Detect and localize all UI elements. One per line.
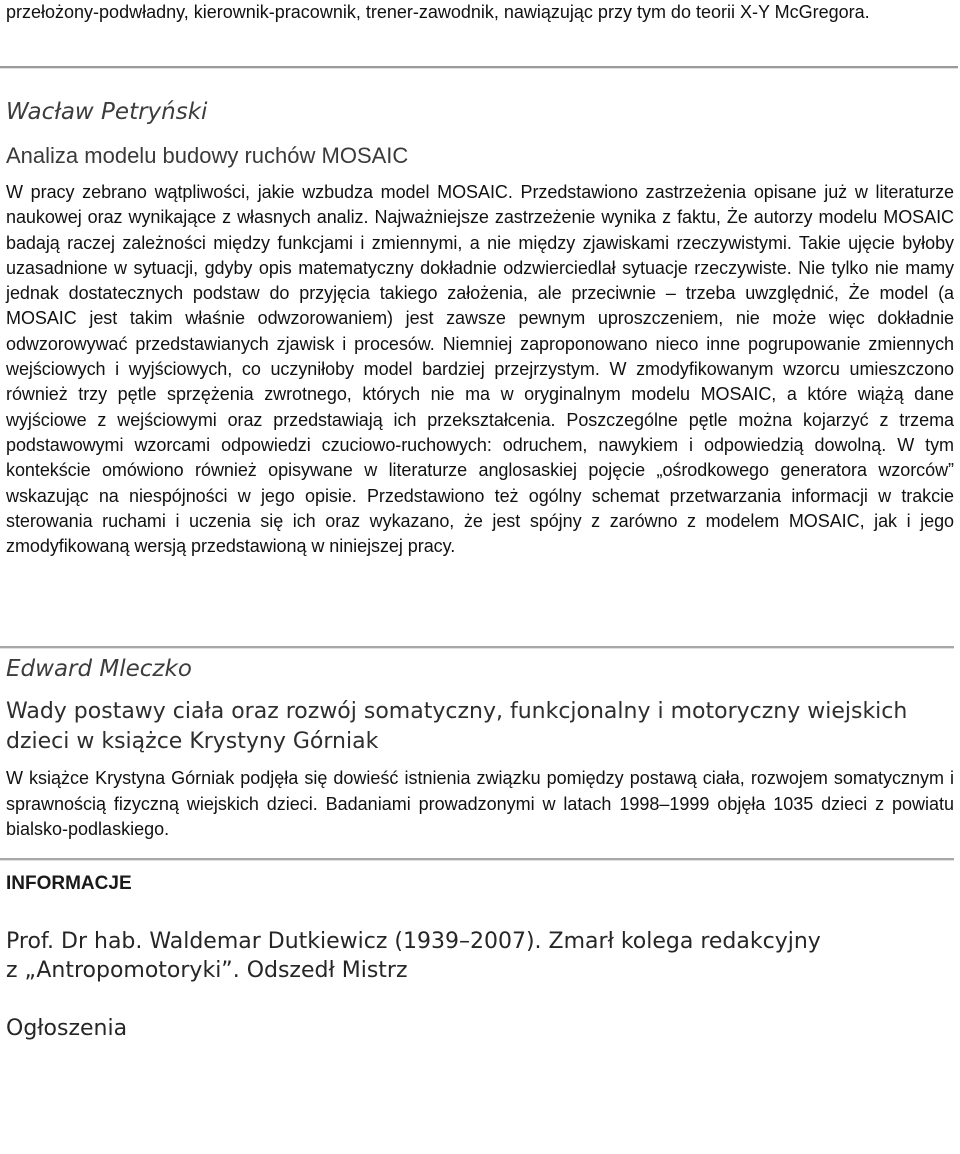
section-divider: [0, 646, 954, 649]
article-author: Wacław Petryński: [6, 99, 208, 125]
article-author: Edward Mleczko: [6, 656, 192, 682]
article-abstract: W książce Krystyna Górniak podjęła się dowieść istnienia związku pomiędzy postawą ciała, rozwojem somatycznym i sprawnością fizyczną wiejskich dzieci. Badaniami prowadzonymi w latach 1998–1999 objęła 1035 dzieci z powiatu bialsko-podlaskiego.: [6, 768, 954, 839]
article-title: Wady postawy ciała oraz rozwój somatyczny, funkcjonalny i motoryczny wiejskich dzieci w książce Krystyny Górniak: [6, 699, 908, 754]
info-item-link[interactable]: Ogłoszenia: [6, 1016, 128, 1041]
intro-paragraph: przełożony-podwładny, kierownik-pracownik, trener-zawodnik, nawiązując przy tym do teorii X-Y McGregora.: [6, 2, 870, 22]
info-item-link[interactable]: Prof. Dr hab. Waldemar Dutkiewicz (1939–2007). Zmarł kolega redakcyjny z „Antropomotoryki”. Odszedł Mistrz: [6, 929, 821, 983]
section-divider: [0, 858, 954, 861]
article-title: Analiza modelu budowy ruchów MOSAIC: [6, 143, 409, 168]
article-abstract: W pracy zebrano wątpliwości, jakie wzbudza model MOSAIC. Przedstawiono zastrzeżenia opisane już w literaturze naukowej oraz wynikające z własnych analiz. Najważniejsze zastrzeżenie wynika z faktu, Że autorzy modelu MOSAIC badają raczej zależności między funkcjami i zmiennymi, a nie między zjawiskami rzeczywistymi. Takie ujęcie byłoby uzasadnione w sytuacji, gdyby opis matematyczny dokładnie odzwierciedlał sytuacje rzeczywiste. Nie tylko nie mamy jednak dostatecznych podstaw do przyjęcia takiego założenia, ale przeciwnie – trzeba uwzględnić, Że model (a MOSAIC jest takim właśnie odwzorowaniem) jest zawsze pewnym uproszczeniem, nie może więc dokładnie odwzorowywać przedstawianych zjawisk i procesów. Niemniej zaproponowano nieco inne pogrupowanie zmiennych wejściowych i wyjściowych, co uczyniłoby model bardziej przejrzystym. W zmodyfikowanym wzorcu umieszczono również trzy pętle sprzężenia zwrotnego, których nie ma w oryginalnym modelu MOSAIC, a które wiążą dane wyjściowe z wejściowymi oraz przedstawiają ich przekształcenia. Poszczególne pętle można kojarzyć z trzema podstawowymi wzorcami odpowiedzi czuciowo-ruchowych: odruchem, nawykiem i odpowiedzią dowolną. W tym kontekście omówiono również opisywane w literaturze anglosaskiej pojęcie „ośrodkowego generatora wzorców” wskazując na niespójności w jego opisie. Przedstawiono też ogólny schemat przetwarzania informacji w trakcie sterowania ruchami i uczenia się ich oraz wykazano, że jest spójny z zarówno z modelem MOSAIC, jak i jego zmodyfikowaną wersją przedstawioną w niniejszej pracy.: [6, 182, 954, 557]
section-heading: INFORMACJE: [6, 873, 132, 894]
section-divider: [0, 66, 958, 69]
